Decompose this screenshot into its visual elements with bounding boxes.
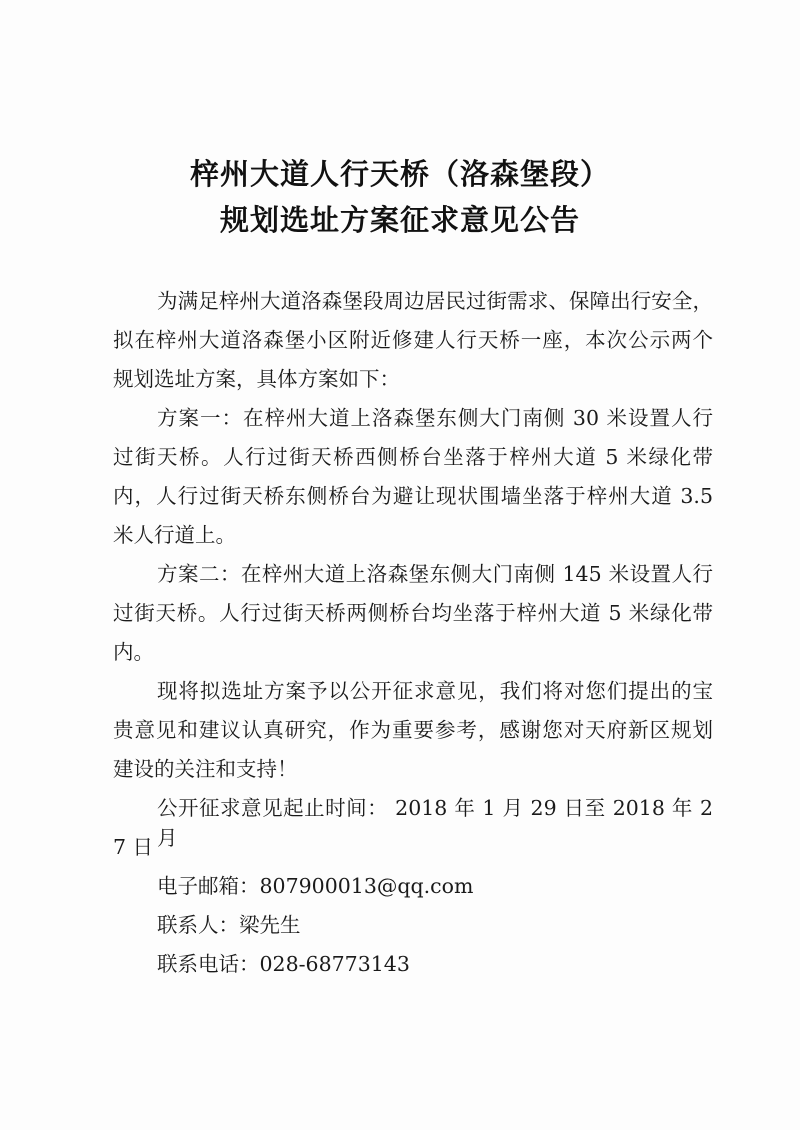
paragraph-period <box>113 793 713 871</box>
text-line: 内，人行过街天桥东侧桥台为避让现状围墙坐落于梓州大道 3.5 <box>113 484 713 508</box>
paragraph-plan-two <box>113 559 713 676</box>
paragraph-plan-one <box>113 403 713 559</box>
title-line-2: 规划选址方案征求意见公告 <box>219 203 580 237</box>
paragraph-request <box>113 676 713 793</box>
contact-email: 电子邮箱：807900013@qq.com <box>157 874 474 898</box>
text-line: 内。 <box>113 640 154 664</box>
text-line: 规划选址方案，具体方案如下： <box>113 367 400 391</box>
text-line: 方案一：在梓州大道上洛森堡东侧大门南侧 30 米设置人行 <box>157 406 713 430</box>
text-line: 7 日 <box>113 835 154 859</box>
contact-person: 联系人：梁先生 <box>157 913 301 937</box>
paragraph-intro <box>113 286 713 403</box>
text-line: 贵意见和建议认真研究，作为重要参考，感谢您对天府新区规划 <box>113 718 713 742</box>
document-body <box>113 286 713 988</box>
text-line: 建设的关注和支持！ <box>113 757 298 781</box>
text-line: 过街天桥。人行过街天桥西侧桥台坐落于梓州大道 5 米绿化带 <box>113 445 713 469</box>
text-line: 拟在梓州大道洛森堡小区附近修建人行天桥一座，本次公示两个 <box>113 328 713 352</box>
title-line-1: 梓州大道人行天桥（洛森堡段） <box>189 157 610 191</box>
text-line: 过街天桥。人行过街天桥两侧桥台均坐落于梓州大道 5 米绿化带 <box>113 601 713 625</box>
text-line: 方案二：在梓州大道上洛森堡东侧大门南侧 145 米设置人行 <box>157 562 713 586</box>
contact-phone: 联系电话：028-68773143 <box>157 952 410 976</box>
text-line: 为满足梓州大道洛森堡段周边居民过街需求、保障出行安全， <box>157 289 713 313</box>
text-line: 米人行道上。 <box>113 523 236 547</box>
text-line: 现将拟选址方案予以公开征求意见，我们将对您们提出的宝 <box>157 679 713 703</box>
text-line: 公开征求意见起止时间： 2018 年 1 月 29 日至 2018 年 2 月 <box>157 796 713 850</box>
